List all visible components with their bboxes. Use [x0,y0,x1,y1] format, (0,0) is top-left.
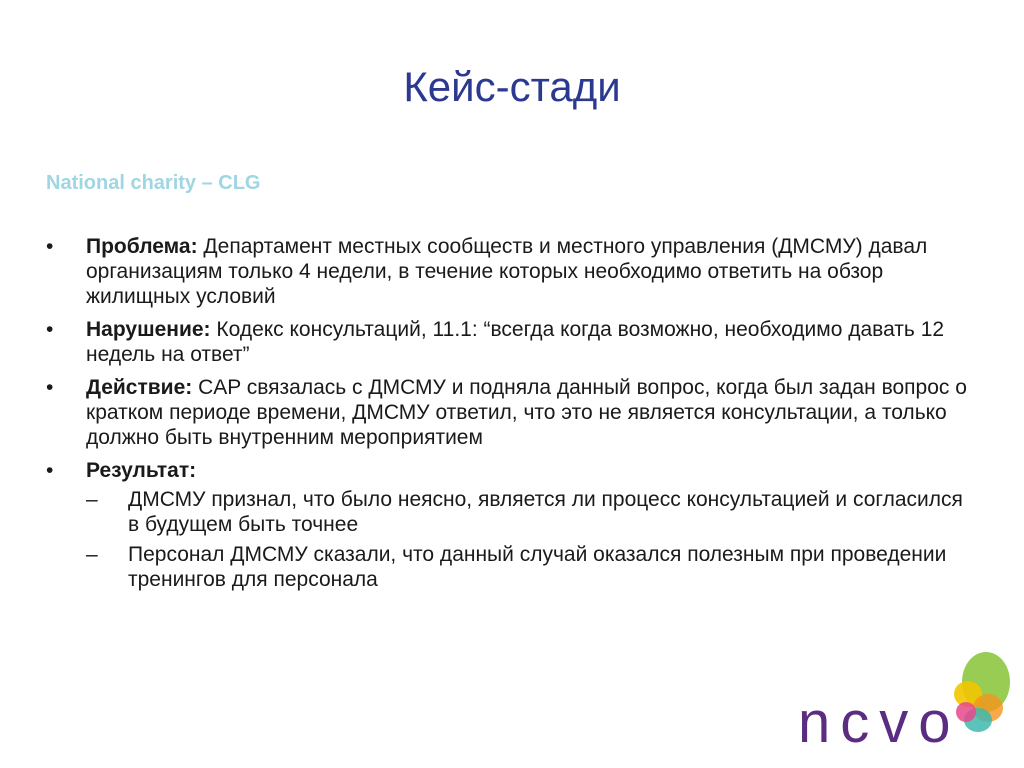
dash-glyph: – [86,543,98,566]
dash-glyph: – [86,488,98,511]
logo-wordmark: ncvo [798,690,961,755]
bullet-item-problem [46,234,976,309]
sub-bullet-item [86,487,976,537]
bullet-label: Результат: [86,459,197,482]
bullet-label: Проблема: [86,235,198,258]
ncvo-logo [798,650,1018,760]
bullet-glyph: • [46,235,54,258]
sub-bullet-text: Персонал ДМСМУ сказали, что данный случай оказался полезным при проведении тренингов для персонала [128,543,947,591]
bullet-item-violation [46,317,976,367]
slide-subtitle: National charity – CLG [46,172,261,194]
bullet-list [46,234,976,600]
bullet-glyph: • [46,459,54,482]
logo-bubbles-icon [954,652,1010,732]
bullet-text: Кодекс консультаций, 11.1: “всегда когда возможно, необходимо давать 12 недель на ответ” [86,318,945,366]
bullet-item-action [46,375,976,450]
sub-bullet-list [86,487,976,592]
bullet-glyph: • [46,318,54,341]
sub-bullet-item [86,542,976,592]
bullet-text: Департамент местных сообществ и местного управления (ДМСМУ) давал организациям только 4 недели, в течение которых необходимо ответить на обзор жилищных условий [86,235,928,308]
sub-bullet-text: ДМСМУ признал, что было неясно, является ли процесс консультацией и согласился в будущем быть точнее [128,488,963,536]
bullet-text: CAP связалась с ДМСМУ и подняла данный вопрос, когда был задан вопрос о кратком периоде времени, ДМСМУ ответил, что это не является консультации, а только должно быть внутренним мероприятием [86,376,967,449]
slide-title: Кейс-стади [403,63,621,110]
bullet-item-result [46,458,976,592]
bullet-label: Нарушение: [86,318,211,341]
bullet-glyph: • [46,376,54,399]
bullet-label: Действие: [86,376,193,399]
